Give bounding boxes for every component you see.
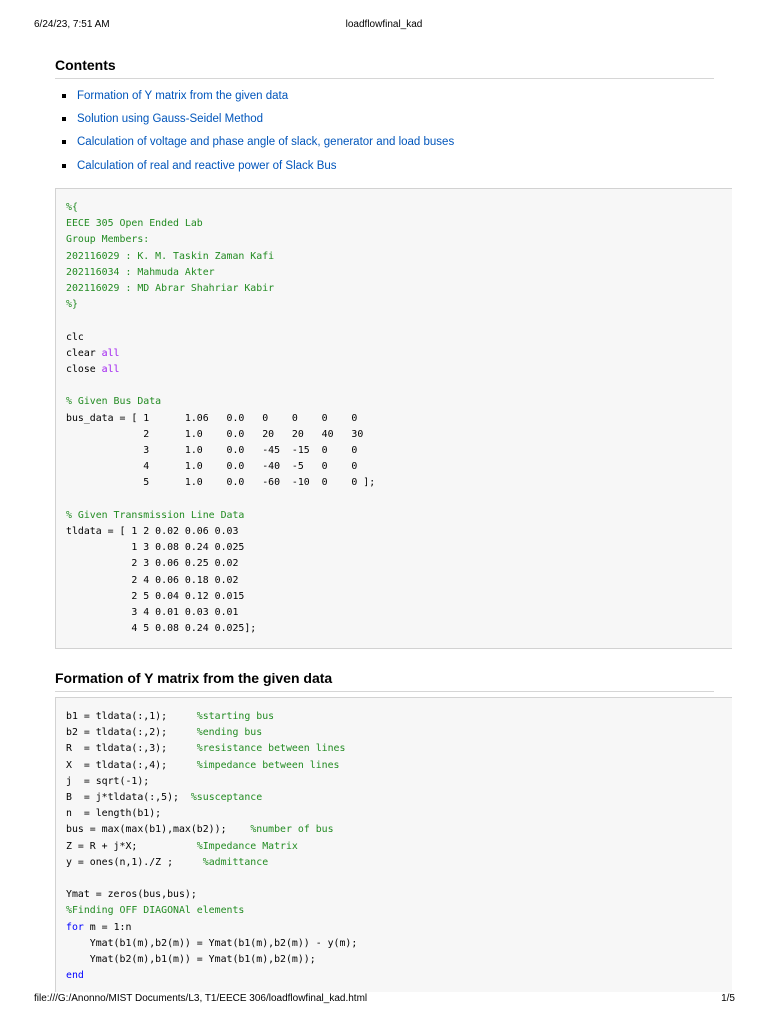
header-comment-line: %{ [66, 202, 78, 213]
code-line: bus = max(max(b1),max(b2)); %number of bus [66, 824, 334, 836]
loop-line: Ymat(b2(m),b1(m)) = Ymat(b1(m),b2(m)); [66, 954, 316, 966]
bus-data-line: 2 1.0 0.0 20 20 40 30 [66, 428, 364, 440]
for-range: m = 1:n [83, 921, 132, 933]
bus-data-line: 4 1.0 0.0 -40 -5 0 0 [66, 461, 358, 473]
clc-line: clc [66, 331, 84, 343]
toc-item-formation[interactable]: Formation of Y matrix from the given data [62, 84, 454, 107]
close-keyword: close [66, 364, 102, 376]
code-line: Z = R + j*X; %Impedance Matrix [66, 840, 298, 852]
off-diagonal-comment: %Finding OFF DIAGONAl elements [66, 905, 245, 917]
contents-heading: Contents [55, 57, 714, 79]
header-comment-line: 202116029 : MD Abrar Shahriar Kabir [66, 283, 275, 295]
tl-data-line: 2 5 0.04 0.12 0.015 [66, 590, 245, 602]
all-argument: all [101, 347, 120, 359]
header-comment-line: Group Members: [66, 234, 150, 246]
print-file-path: file:///G:/Anonno/MIST Documents/L3, T1/EECE 306/loadflowfinal_kad.html [34, 993, 368, 1004]
tl-data-line: tldata = [ 1 2 0.02 0.06 0.03 [66, 526, 239, 538]
bus-data-line: 5 1.0 0.0 -60 -10 0 0 ]; [66, 477, 376, 489]
bus-data-line: bus_data = [ 1 1.06 0.0 0 0 0 0 [66, 412, 358, 424]
tl-data-line: 2 3 0.06 0.25 0.02 [66, 558, 239, 570]
print-datetime: 6/24/23, 7:51 AM [34, 19, 110, 30]
tl-data-comment: % Given Transmission Line Data [66, 509, 245, 521]
code-ymatrix [56, 698, 732, 984]
code-line: j = sqrt(-1); [66, 775, 150, 787]
header-comment-line: EECE 305 Open Ended Lab [66, 218, 203, 230]
code-block-setup [55, 188, 732, 649]
code-setup [56, 189, 732, 637]
end-keyword: end [66, 970, 84, 982]
tl-data-line: 4 5 0.08 0.24 0.025]; [66, 623, 257, 635]
tl-data-line: 2 4 0.06 0.18 0.02 [66, 574, 239, 586]
header-comment-line: 202116029 : K. M. Taskin Zaman Kafi [66, 250, 275, 262]
for-keyword: for [66, 921, 84, 933]
loop-line: Ymat(b1(m),b2(m)) = Ymat(b1(m),b2(m)) - y(m); [66, 937, 358, 949]
print-title: loadflowfinal_kad [345, 19, 423, 30]
all-argument: all [101, 364, 120, 376]
code-block-ymatrix [55, 697, 732, 992]
code-line: X = tldata(:,4); %impedance between lines [66, 759, 340, 771]
clear-keyword: clear [66, 347, 102, 359]
toc-item-gauss-seidel[interactable]: Solution using Gauss-Seidel Method [62, 107, 454, 130]
code-line: b2 = tldata(:,2); %ending bus [66, 727, 263, 739]
bus-data-comment: % Given Bus Data [66, 396, 162, 408]
code-line: R = tldata(:,3); %resistance between lines [66, 743, 346, 755]
bullet-icon [62, 164, 66, 168]
bullet-icon [62, 117, 66, 121]
header-comment-line: 202116034 : Mahmuda Akter [66, 266, 215, 278]
bullet-icon [62, 94, 66, 98]
bus-data-line: 3 1.0 0.0 -45 -15 0 0 [66, 445, 358, 457]
bullet-icon [62, 140, 66, 144]
code-line: y = ones(n,1)./Z ; %admittance [66, 856, 269, 868]
tl-data-line: 3 4 0.01 0.03 0.01 [66, 607, 239, 619]
page-number: 1/5 [721, 993, 735, 1004]
section-heading-ymatrix: Formation of Y matrix from the given data [55, 670, 714, 692]
tl-data-line: 1 3 0.08 0.24 0.025 [66, 542, 245, 554]
contents-list [62, 84, 454, 177]
toc-item-slack-power[interactable]: Calculation of real and reactive power of Slack Bus [62, 154, 454, 177]
code-line: b1 = tldata(:,1); %starting bus [66, 711, 275, 722]
ymat-init-line: Ymat = zeros(bus,bus); [66, 889, 197, 901]
header-comment-line: %} [66, 299, 78, 311]
toc-item-voltage-phase[interactable]: Calculation of voltage and phase angle of slack, generator and load buses [62, 131, 454, 154]
code-line: n = length(b1); [66, 808, 162, 820]
code-line: B = j*tldata(:,5); %susceptance [66, 792, 263, 804]
